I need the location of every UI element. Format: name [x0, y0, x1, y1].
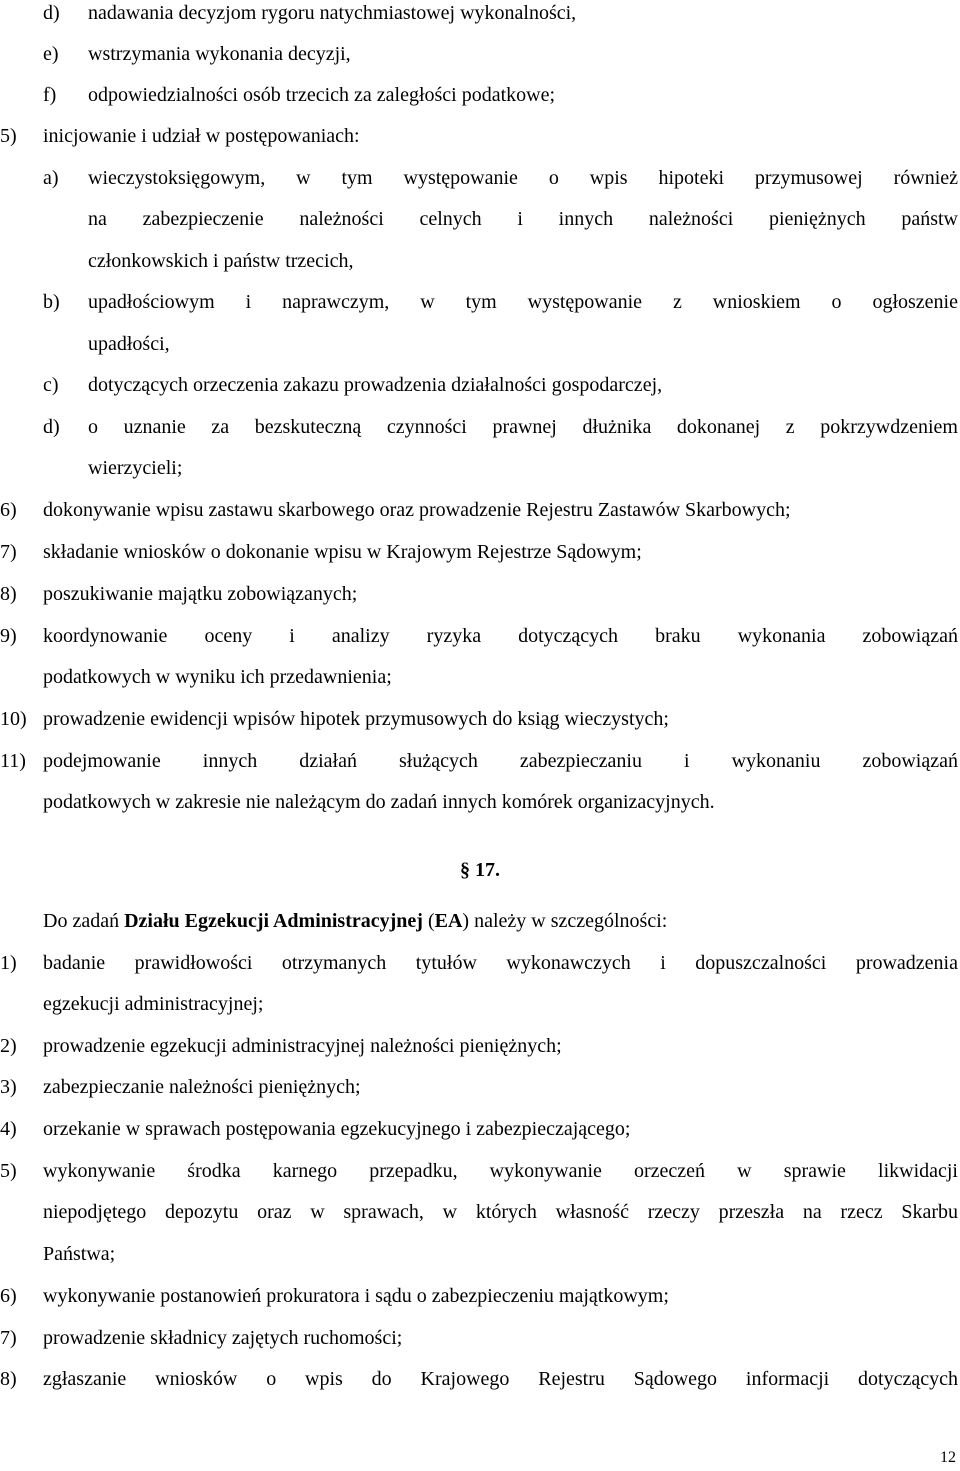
item-text: na zabezpieczenie należności celnych i innych należności pieniężnych państw	[88, 208, 958, 230]
item-label: e)	[43, 43, 59, 65]
list-item	[0, 241, 960, 282]
item-label: b)	[43, 291, 60, 313]
list-item	[0, 407, 960, 448]
item-text: podatkowych w zakresie nie należącym do zadań innych komórek organizacyjnych.	[43, 791, 715, 813]
item-text: nadawania decyzjom rygoru natychmiastowej wykonalności,	[88, 2, 577, 24]
department-name: Działu Egzekucji Administracyjnej	[124, 910, 423, 932]
item-label: 7)	[0, 541, 17, 563]
list-item	[0, 532, 960, 573]
item-text: zabezpieczanie należności pieniężnych;	[43, 1076, 361, 1098]
list-item	[0, 0, 960, 34]
item-label: 6)	[0, 1285, 17, 1307]
item-text: członkowskich i państw trzecich,	[88, 250, 354, 272]
item-label: f)	[43, 84, 57, 106]
list-item	[0, 741, 960, 782]
list-item	[0, 75, 960, 116]
item-label: c)	[43, 374, 59, 396]
list-item	[0, 1318, 960, 1359]
item-text: badanie prawidłowości otrzymanych tytułów wykonawczych i dopuszczalności prowadzenia	[43, 952, 958, 974]
item-text: prowadzenie składnicy zajętych ruchomości;	[43, 1327, 403, 1349]
intro-text: (	[422, 910, 435, 932]
list-item	[0, 116, 960, 157]
item-label: 5)	[0, 125, 17, 147]
item-label: 8)	[0, 1368, 17, 1390]
item-label: 4)	[0, 1118, 17, 1140]
list-item	[0, 448, 960, 489]
list-item	[0, 158, 960, 199]
list-item	[0, 1234, 960, 1275]
section-heading: § 17.	[460, 859, 500, 881]
item-text: wykonywanie postanowień prokuratora i sądu o zabezpieczeniu majątkowym;	[43, 1285, 669, 1307]
item-text: wierzycieli;	[88, 457, 183, 479]
item-label: 11)	[0, 750, 26, 772]
item-text: egzekucji administracyjnej;	[43, 993, 264, 1015]
list-item	[0, 365, 960, 406]
list-item	[0, 1359, 960, 1400]
list-item	[0, 199, 960, 240]
list-item	[0, 657, 960, 698]
item-label: 10)	[0, 708, 27, 730]
item-label: 2)	[0, 1035, 17, 1057]
list-item	[0, 1109, 960, 1150]
list-item	[0, 282, 960, 323]
item-text: wstrzymania wykonania decyzji,	[88, 43, 351, 65]
item-text: prowadzenie ewidencji wpisów hipotek przymusowych do ksiąg wieczystych;	[43, 708, 669, 730]
item-text: podejmowanie innych działań służących zabezpieczaniu i wykonaniu zobowiązań	[43, 750, 958, 772]
item-label: 8)	[0, 583, 17, 605]
item-text: dotyczących orzeczenia zakazu prowadzenia działalności gospodarczej,	[88, 374, 663, 396]
item-text: prowadzenie egzekucji administracyjnej należności pieniężnych;	[43, 1035, 562, 1057]
item-label: 3)	[0, 1076, 17, 1098]
item-text: upadłości,	[88, 333, 170, 355]
item-label: 7)	[0, 1327, 17, 1349]
list-item	[0, 1276, 960, 1317]
item-label: 6)	[0, 499, 17, 521]
item-text: wieczystoksięgowym, w tym występowanie o wpis hipoteki przymusowej również	[88, 167, 958, 189]
item-label: 9)	[0, 625, 17, 647]
list-item	[0, 574, 960, 615]
list-item	[0, 1026, 960, 1067]
list-item	[0, 984, 960, 1025]
list-item	[0, 1192, 960, 1233]
item-text: o uznanie za bezskuteczną czynności prawnej dłużnika dokonanej z pokrzywdzeniem	[88, 416, 958, 438]
item-text: poszukiwanie majątku zobowiązanych;	[43, 583, 358, 605]
list-item	[0, 490, 960, 531]
item-text: koordynowanie oceny i analizy ryzyka dotyczących braku wykonania zobowiązań	[43, 625, 958, 647]
list-item	[0, 34, 960, 75]
item-text: inicjowanie i udział w postępowaniach:	[43, 125, 360, 147]
item-label: d)	[43, 416, 60, 438]
intro-text: ) należy w szczególności:	[462, 910, 668, 932]
item-text: orzekanie w sprawach postępowania egzekucyjnego i zabezpieczającego;	[43, 1118, 631, 1140]
item-text: zgłaszanie wniosków o wpis do Krajowego Rejestru Sądowego informacji dotyczących	[43, 1368, 958, 1390]
list-item	[0, 782, 960, 823]
item-text: niepodjętego depozytu oraz w sprawach, w których własność rzeczy przeszła na rzecz Skarbu	[43, 1201, 958, 1223]
list-item	[0, 324, 960, 365]
item-text: upadłościowym i naprawczym, w tym występowanie z wnioskiem o ogłoszenie	[88, 291, 958, 313]
list-item	[0, 699, 960, 740]
page-number: 12	[940, 1449, 956, 1466]
item-label: a)	[43, 167, 59, 189]
section-intro	[43, 901, 667, 942]
item-text: dokonywanie wpisu zastawu skarbowego oraz prowadzenie Rejestru Zastawów Skarbowych;	[43, 499, 791, 521]
item-text: podatkowych w wyniku ich przedawnienia;	[43, 666, 392, 688]
department-code: EA	[434, 910, 463, 932]
intro-text: Do zadań	[43, 910, 125, 932]
list-item	[0, 1151, 960, 1192]
list-item	[0, 616, 960, 657]
item-text: Państwa;	[43, 1243, 116, 1265]
item-label: 5)	[0, 1160, 17, 1182]
list-item	[0, 1067, 960, 1108]
item-text: składanie wniosków o dokonanie wpisu w Krajowym Rejestrze Sądowym;	[43, 541, 642, 563]
item-text: wykonywanie środka karnego przepadku, wykonywanie orzeczeń w sprawie likwidacji	[43, 1160, 958, 1182]
item-text: odpowiedzialności osób trzecich za zaległości podatkowe;	[88, 84, 556, 106]
item-label: d)	[43, 2, 60, 24]
list-item	[0, 943, 960, 984]
item-label: 1)	[0, 952, 17, 974]
